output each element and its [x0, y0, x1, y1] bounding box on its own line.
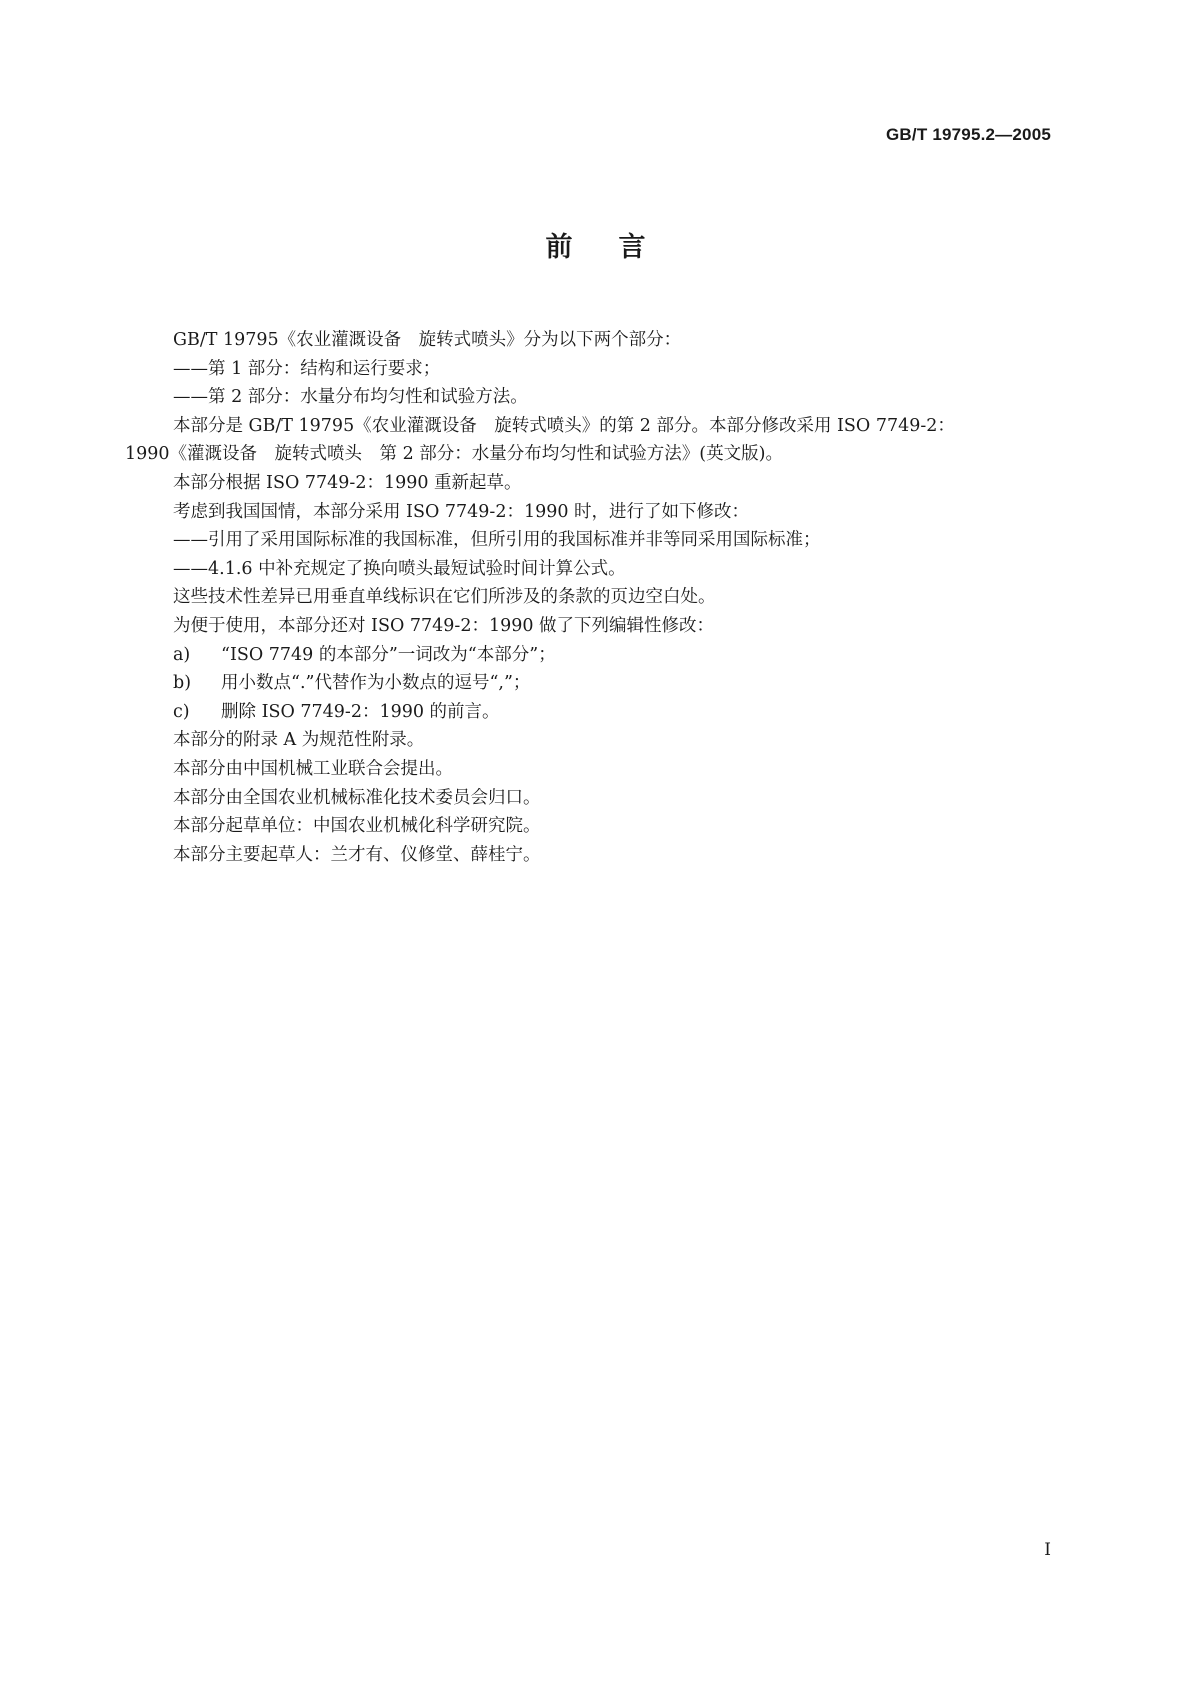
- paragraph: 考虑到我国国情，本部分采用 ISO 7749-2：1990 时，进行了如下修改：: [173, 501, 750, 522]
- item-text: 用小数点“.”代替作为小数点的逗号“,”；: [221, 673, 531, 694]
- list-item: [125, 641, 1070, 670]
- list-item: [125, 698, 1070, 727]
- paragraph: 本部分由全国农业机械标准化技术委员会归口。: [173, 787, 541, 808]
- standard-code: GB/T 19795.2—2005: [886, 125, 1051, 144]
- paragraph: 本部分根据 ISO 7749-2：1990 重新起草。: [173, 472, 522, 493]
- item-text: 删除 ISO 7749-2：1990 的前言。: [221, 701, 500, 722]
- item-label: c): [173, 701, 190, 722]
- item-label: a): [173, 644, 191, 665]
- paragraph: 本部分是 GB/T 19795《农业灌溉设备 旋转式喷头》的第 2 部分。本部分修改采用 ISO 7749-2：: [173, 415, 955, 436]
- paragraph: 本部分主要起草人：兰才有、仪修堂、薛桂宁。: [173, 844, 541, 865]
- list-item: ——引用了采用国际标准的我国标准，但所引用的我国标准并非等同采用国际标准；: [173, 530, 821, 551]
- paragraph: GB/T 19795《农业灌溉设备 旋转式喷头》分为以下两个部分：: [173, 330, 682, 350]
- list-item: ——第 1 部分：结构和运行要求；: [173, 358, 441, 379]
- list-item: ——4.1.6 中补充规定了换向喷头最短试验时间计算公式。: [173, 558, 626, 579]
- item-text: “ISO 7749 的本部分”一词改为“本部分”；: [221, 644, 556, 665]
- list-item: [125, 669, 1070, 698]
- page-title: 前言: [545, 232, 692, 263]
- paragraph: 本部分的附录 A 为规范性附录。: [173, 730, 425, 751]
- paragraph-continuation: 1990《灌溉设备 旋转式喷头 第 2 部分：水量分布均匀性和试验方法》(英文版)。: [125, 444, 783, 465]
- list-item: ——第 2 部分：水量分布均匀性和试验方法。: [173, 387, 528, 408]
- paragraph: 这些技术性差异已用垂直单线标识在它们所涉及的条款的页边空白处。: [173, 587, 716, 608]
- page-number: I: [1044, 1540, 1051, 1560]
- paragraph: 本部分由中国机械工业联合会提出。: [173, 758, 453, 779]
- foreword-body: [125, 326, 1070, 869]
- item-label: b): [173, 673, 192, 694]
- paragraph: 为便于使用，本部分还对 ISO 7749-2：1990 做了下列编辑性修改：: [173, 615, 715, 636]
- paragraph: 本部分起草单位：中国农业机械化科学研究院。: [173, 816, 541, 837]
